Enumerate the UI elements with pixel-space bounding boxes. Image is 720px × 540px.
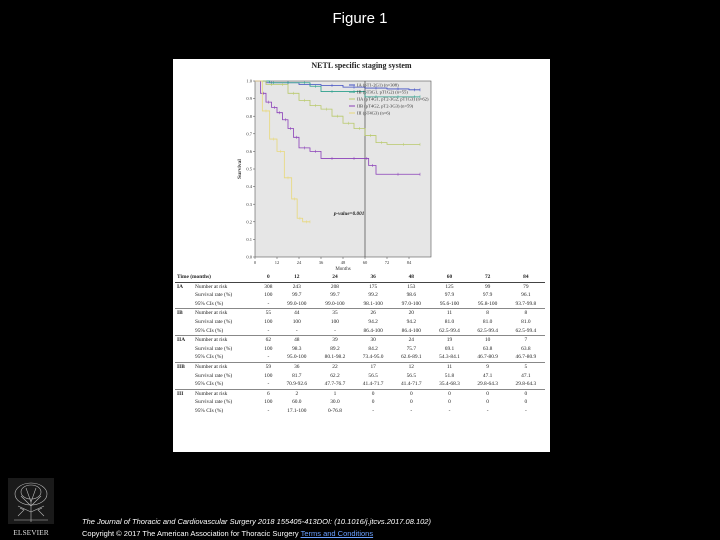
table-cell: 80.1-98.2 <box>324 354 346 361</box>
table-cell: - <box>267 354 270 361</box>
table-cell: 11 <box>430 362 468 371</box>
table-cell: 98.3 <box>292 345 302 352</box>
stage-label <box>175 327 193 336</box>
table-cell: 62.5-99.4 <box>439 327 460 334</box>
km-survival-chart <box>173 69 550 272</box>
table-cell: 29.8-64.3 <box>477 381 498 388</box>
table-cell: 2 <box>278 389 316 398</box>
table-cell: 100 <box>264 292 273 299</box>
row-label: 95% CIs (%) <box>195 327 224 334</box>
table-cell: 243 <box>278 282 316 291</box>
table-cell: 56.5 <box>368 372 378 379</box>
table-cell: 96.1 <box>521 292 531 299</box>
y-tick-label: 1.0 <box>246 78 252 84</box>
table-cell: 11 <box>430 309 468 318</box>
table-cell: 51.8 <box>444 372 455 379</box>
table-row <box>175 291 545 300</box>
table-row <box>175 380 545 389</box>
elsevier-logo <box>6 476 56 540</box>
table-cell: 60.0 <box>292 399 302 406</box>
table-cell: 1 <box>316 389 354 398</box>
stage-label <box>175 345 193 354</box>
table-row <box>175 372 545 381</box>
y-tick-label: 0.9 <box>246 96 252 102</box>
y-tick-label: 0.8 <box>246 113 252 119</box>
table-cell: 89.2 <box>330 345 340 352</box>
table-cell: 79 <box>507 282 545 291</box>
header-time: 12 <box>278 273 316 282</box>
table-cell: 8 <box>469 309 507 318</box>
table-row <box>175 398 545 407</box>
table-cell: 62.6-89.1 <box>400 354 422 361</box>
table-row <box>175 336 545 345</box>
table-cell: 22 <box>316 362 354 371</box>
table-cell: 59 <box>259 362 278 371</box>
table-cell: 93.7-99.8 <box>515 300 537 307</box>
stage-label <box>175 380 193 389</box>
table-cell: 99.0-100 <box>287 300 307 307</box>
table-cell: 100 <box>264 318 273 325</box>
y-tick-label: 0.7 <box>246 131 252 137</box>
stage-label: IB <box>175 309 193 318</box>
table-cell: 99.7 <box>292 292 302 299</box>
x-tick-label: 48 <box>340 260 346 265</box>
table-cell: 100 <box>264 399 273 406</box>
header-time: 48 <box>392 273 430 282</box>
y-tick-label: 0.6 <box>246 149 252 154</box>
table-row <box>175 345 545 354</box>
table-cell: 17.1-100 <box>287 407 307 414</box>
table-cell: - <box>410 407 413 414</box>
table-cell: 0 <box>507 389 545 398</box>
table-cell: 41.4-71.7 <box>400 381 422 388</box>
x-tick-label: 72 <box>384 260 390 265</box>
x-tick-label: 24 <box>296 260 302 265</box>
table-cell: 69.1 <box>444 345 455 352</box>
table-cell: 75.7 <box>406 345 417 352</box>
table-cell: 98.1-100 <box>363 300 383 307</box>
table-cell: 20 <box>392 309 430 318</box>
table-cell: 99.0-100 <box>325 300 345 307</box>
copyright-line <box>82 529 373 538</box>
table-cell: 97.9 <box>482 292 493 299</box>
table-row <box>175 309 545 318</box>
table-cell: 0 <box>486 399 489 406</box>
table-cell: - <box>334 327 336 334</box>
table-cell: 47.7-76.7 <box>324 381 346 388</box>
table-cell: 0 <box>354 389 392 398</box>
stage-label <box>175 372 193 381</box>
table-cell: 208 <box>316 282 354 291</box>
table-cell: 81.0 <box>444 318 455 325</box>
y-tick-label: 0.0 <box>246 254 252 260</box>
table-cell: 94.2 <box>368 318 378 325</box>
table-cell: 26 <box>354 309 392 318</box>
table-cell: 46.7-80.9 <box>515 354 537 361</box>
header-time: 84 <box>507 273 545 282</box>
table-cell: - <box>267 327 270 334</box>
y-tick-label: 0.3 <box>246 201 252 207</box>
table-cell: 98.6 <box>406 292 417 299</box>
table-cell: 47.1 <box>521 372 531 379</box>
table-cell: - <box>448 407 451 414</box>
x-tick-label: 84 <box>406 260 412 265</box>
x-tick-label: 0 <box>253 260 257 265</box>
table-cell: 9 <box>469 362 507 371</box>
slide-title: Figure 1 <box>332 10 388 27</box>
table-cell: 100 <box>330 318 339 325</box>
risk-table <box>175 273 545 416</box>
table-cell: 308 <box>259 282 278 291</box>
table-cell: 95.6-100 <box>439 300 460 307</box>
row-label: Survival rate (%) <box>195 318 233 325</box>
table-cell: 153 <box>392 282 430 291</box>
row-label: Number at risk <box>193 336 259 345</box>
table-cell: 95.8-100 <box>477 300 498 307</box>
table-cell: 0 <box>409 399 413 406</box>
table-cell: 41.4-71.7 <box>362 381 384 388</box>
table-cell: 63.8 <box>482 345 493 352</box>
table-cell: 12 <box>392 362 430 371</box>
stage-label <box>175 353 193 362</box>
row-label: 95% CIs (%) <box>195 354 224 361</box>
row-label: Number at risk <box>193 362 259 371</box>
table-cell: 19 <box>430 336 468 345</box>
legend-entry: IIA (pT4G1, pT2-3G2, pT1G3) (n=62) <box>357 96 429 102</box>
x-tick-label: 36 <box>318 260 324 265</box>
y-tick-label: 0.1 <box>246 237 252 242</box>
table-cell: 46.7-80.9 <box>477 354 498 361</box>
legend-entry: IB (pT3G1, pT1G2) (n=55) <box>357 89 408 95</box>
table-cell: 63.8 <box>521 345 531 352</box>
stage-label <box>175 300 193 309</box>
y-tick-label: 0.5 <box>246 166 252 172</box>
stage-label <box>175 318 193 327</box>
figure-panel <box>173 59 550 452</box>
x-tick-label: 60 <box>362 260 368 265</box>
row-label: 95% CIs (%) <box>195 381 224 388</box>
header-time: 36 <box>354 273 392 282</box>
legend-entry: IIB (pT4G2, pT2-3G3) (n=59) <box>357 103 414 109</box>
table-row <box>175 327 545 336</box>
table-cell: 62.5-99.4 <box>515 327 537 334</box>
stage-label: III <box>175 389 193 398</box>
table-cell: 94.2 <box>406 318 417 325</box>
table-cell: 0 <box>448 399 451 406</box>
p-value-annotation: p-value=0.001 <box>333 210 365 217</box>
row-label: Number at risk <box>193 389 259 398</box>
stage-label: IIB <box>175 362 193 371</box>
table-cell: 99.7 <box>330 292 340 299</box>
table-cell: 84.2 <box>368 345 378 352</box>
table-cell: 73.4-95.0 <box>362 354 384 361</box>
table-cell: 47.1 <box>482 372 493 379</box>
table-cell: - <box>524 407 527 414</box>
row-label: Survival rate (%) <box>195 292 233 299</box>
table-row <box>175 362 545 371</box>
table-cell: 0 <box>371 399 375 406</box>
stage-label: IA <box>175 282 193 291</box>
row-label: Number at risk <box>193 282 259 291</box>
table-cell: 10 <box>469 336 507 345</box>
table-cell: 81.0 <box>521 318 531 325</box>
table-cell: 44 <box>278 309 316 318</box>
header-time: 24 <box>316 273 354 282</box>
risk-table-header <box>175 273 545 282</box>
table-cell: 81.0 <box>482 318 493 325</box>
table-cell: 29.8-64.3 <box>515 381 537 388</box>
table-cell: 0 <box>524 399 528 406</box>
row-label: Number at risk <box>193 309 259 318</box>
table-cell: 54.3-84.1 <box>439 354 460 361</box>
table-cell: 97.9 <box>444 292 455 299</box>
stage-label <box>175 291 193 300</box>
table-row <box>175 282 545 291</box>
table-cell: - <box>295 327 298 334</box>
risk-table-body <box>175 282 545 415</box>
table-cell: 39 <box>316 336 354 345</box>
legend-entry: IA (pT1-2G1) (n=308) <box>357 82 399 88</box>
table-cell: - <box>267 407 270 414</box>
table-cell: 62.5-99.4 <box>477 327 498 334</box>
stage-label: IIA <box>175 336 193 345</box>
table-cell: 100 <box>264 345 273 352</box>
table-row <box>175 318 545 327</box>
table-cell: 175 <box>354 282 392 291</box>
y-axis-label: Survival <box>237 159 243 179</box>
table-cell: 100 <box>264 372 273 379</box>
row-label: 95% CIs (%) <box>195 407 224 414</box>
header-time-label: Time (months) <box>175 273 259 282</box>
table-row <box>175 300 545 309</box>
table-cell: - <box>486 407 489 414</box>
table-cell: 5 <box>507 362 545 371</box>
table-cell: 30.0 <box>330 399 340 406</box>
table-cell: 7 <box>507 336 545 345</box>
table-cell: 62.2 <box>330 372 340 379</box>
row-label: Survival rate (%) <box>195 345 233 352</box>
row-label: Survival rate (%) <box>195 372 233 379</box>
table-cell: 36 <box>278 362 316 371</box>
header-time: 60 <box>430 273 468 282</box>
table-cell: 62 <box>259 336 278 345</box>
table-cell: 55 <box>259 309 278 318</box>
table-cell: 99 <box>469 282 507 291</box>
table-cell: 99.2 <box>368 292 378 299</box>
table-cell: 8 <box>507 309 545 318</box>
table-cell: 17 <box>354 362 392 371</box>
table-cell: 95.0-100 <box>287 354 307 361</box>
citation-text: The Journal of Thoracic and Cardiovascular Surgery 2018 155405-413DOI: (10.1016/j.jtcvs.2017.08.102) <box>82 517 431 526</box>
x-tick-label: 12 <box>274 260 280 265</box>
table-cell: - <box>372 407 375 414</box>
table-row <box>175 353 545 362</box>
table-cell: 125 <box>430 282 468 291</box>
table-cell: 35 <box>316 309 354 318</box>
header-time: 72 <box>469 273 507 282</box>
stage-label <box>175 407 193 416</box>
logo-wordmark: ELSEVIER <box>13 528 49 537</box>
table-cell: - <box>267 381 270 388</box>
table-cell: 48 <box>278 336 316 345</box>
table-cell: 6 <box>259 389 278 398</box>
y-tick-label: 0.4 <box>246 184 252 190</box>
chart-title: NETL specific staging system <box>311 61 412 70</box>
table-row <box>175 389 545 398</box>
legend-entry: III (pT4G3) (n=6) <box>357 110 391 116</box>
table-cell: 70.9-92.6 <box>286 381 308 388</box>
table-cell: 100 <box>292 318 301 325</box>
terms-and-conditions-link[interactable]: Terms and Conditions <box>300 529 374 538</box>
table-cell: 86.4-100 <box>401 327 421 334</box>
copyright-text: Copyright © 2017 The American Association for Thoracic Surgery <box>82 529 299 538</box>
row-label: 95% CIs (%) <box>195 300 224 307</box>
table-cell: 81.7 <box>292 372 302 379</box>
table-cell: 0 <box>469 389 507 398</box>
table-row <box>175 407 545 416</box>
table-cell: 97.0-100 <box>401 300 421 307</box>
table-cell: 56.5 <box>406 372 417 379</box>
table-cell: 0 <box>430 389 468 398</box>
table-cell: 0 <box>392 389 430 398</box>
table-cell: 35.4-68.3 <box>439 381 460 388</box>
row-label: Survival rate (%) <box>195 399 233 406</box>
y-tick-label: 0.2 <box>246 219 252 225</box>
table-cell: 0-76.8 <box>327 407 342 414</box>
table-cell: 24 <box>392 336 430 345</box>
table-cell: 30 <box>354 336 392 345</box>
x-axis-label: Months <box>335 267 351 272</box>
table-cell: 86.4-100 <box>363 327 383 334</box>
stage-label <box>175 398 193 407</box>
header-time: 0 <box>259 273 278 282</box>
table-cell: - <box>267 300 270 307</box>
